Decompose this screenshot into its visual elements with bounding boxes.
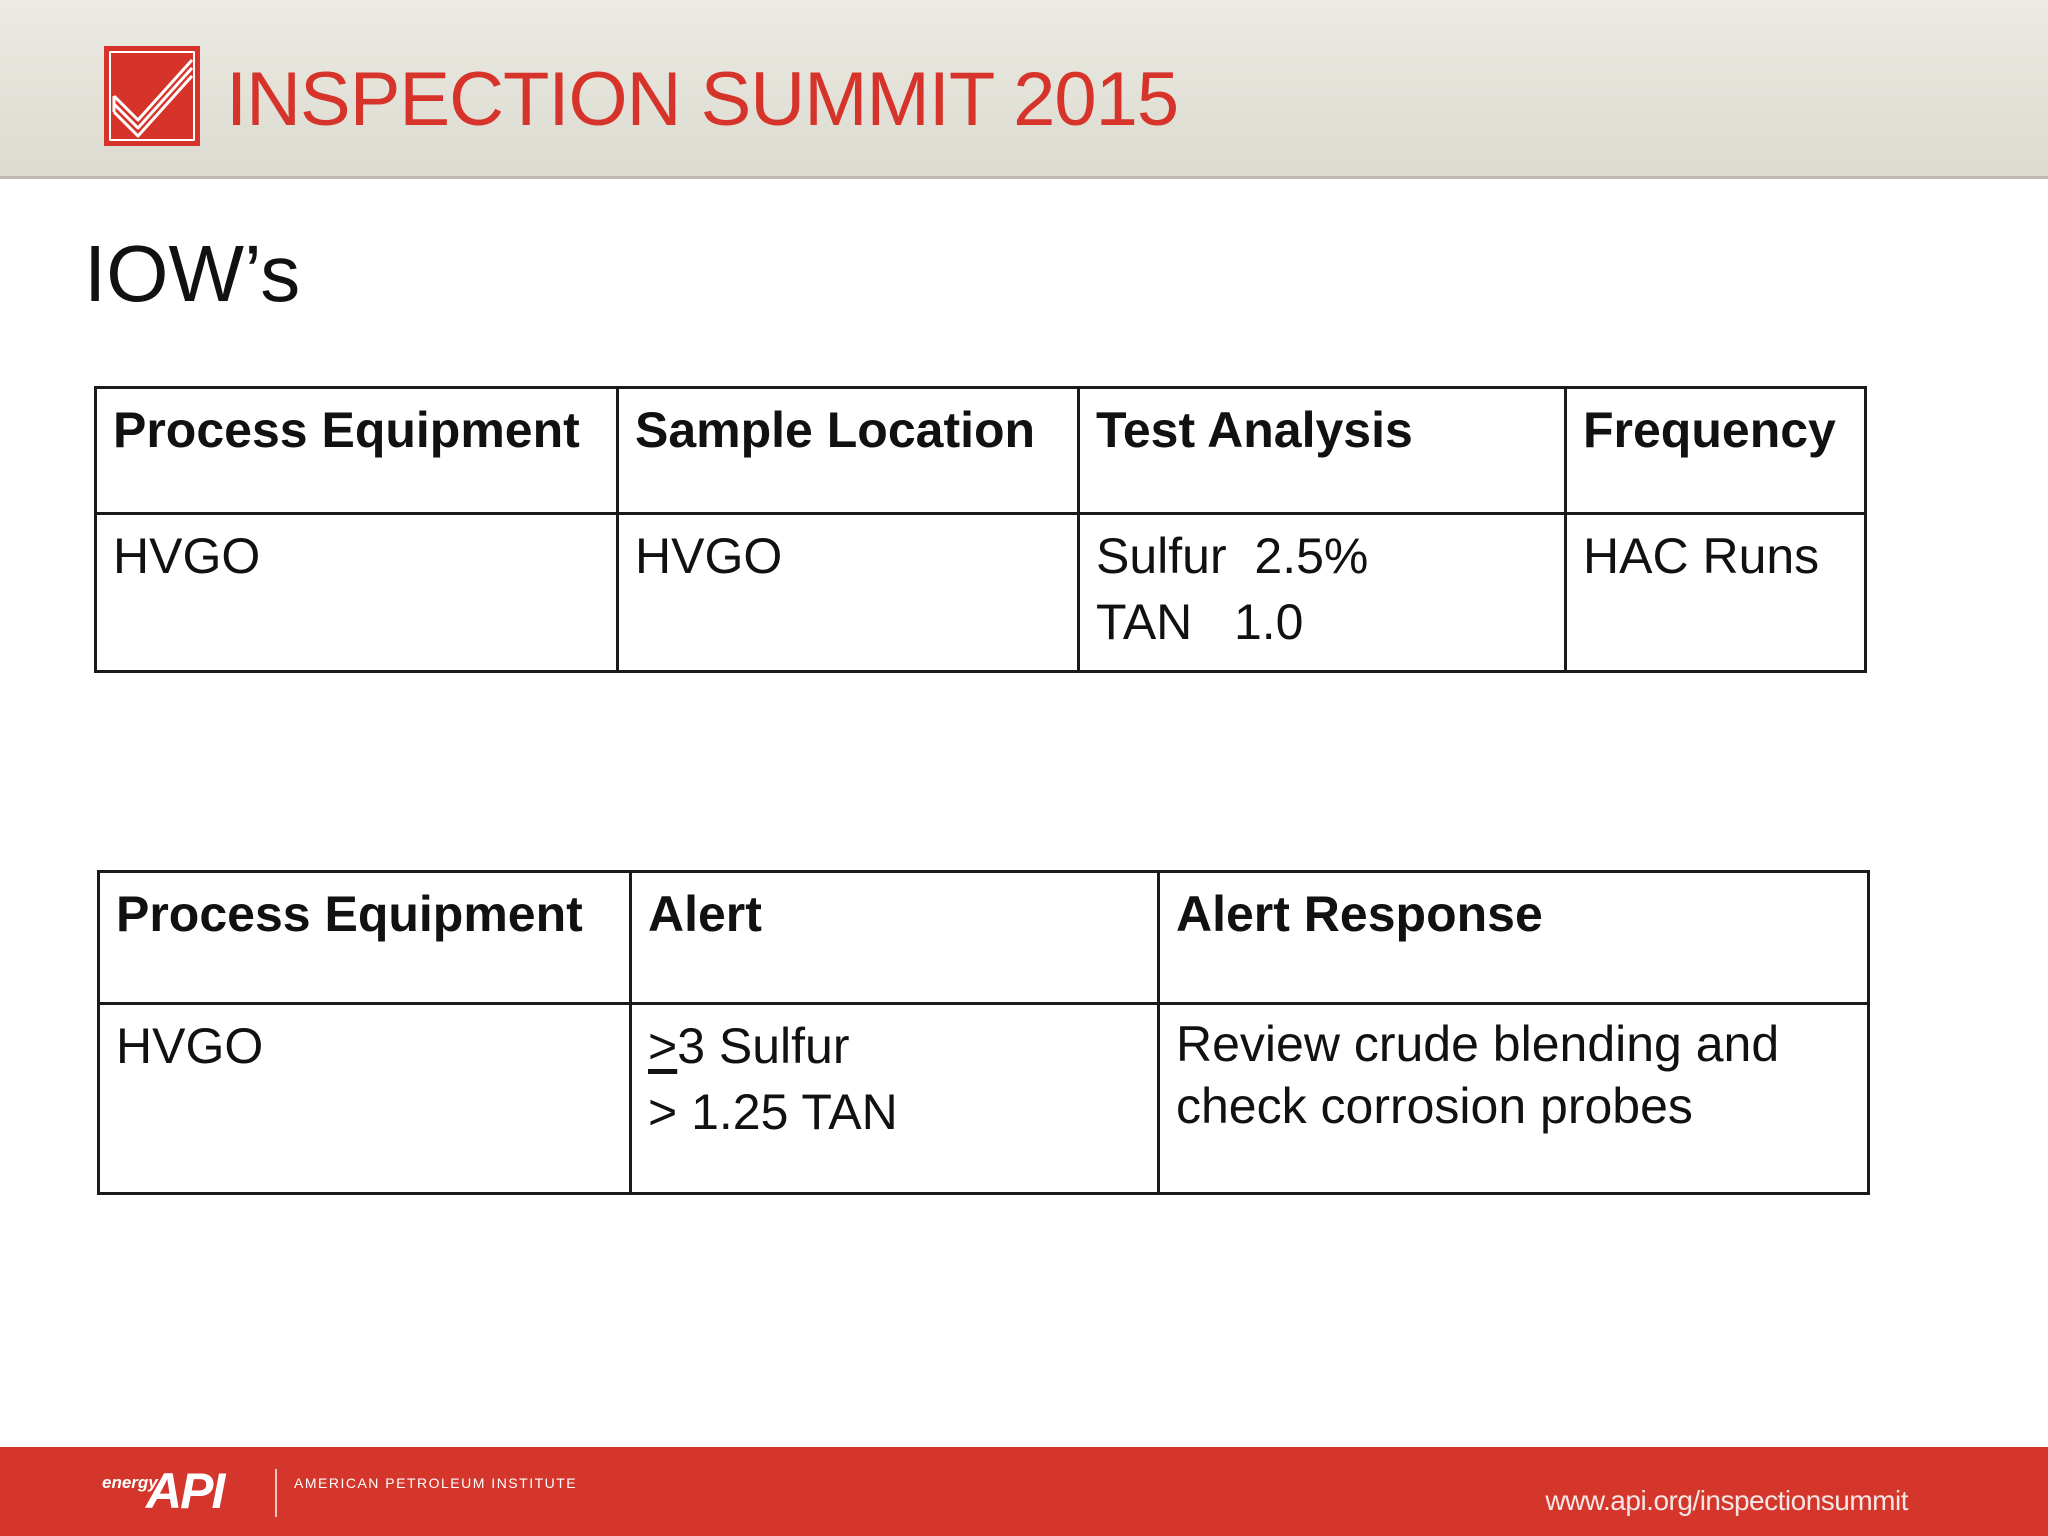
alert-response-cell bbox=[1159, 1004, 1869, 1194]
slide-header bbox=[0, 0, 2048, 179]
sampling-table bbox=[94, 386, 1867, 673]
api-logo: API bbox=[146, 1463, 224, 1519]
greater-equal-symbol: > bbox=[648, 1018, 678, 1074]
alert-sulfur-line bbox=[648, 1013, 1141, 1079]
column-header: Process Equipment bbox=[96, 388, 618, 514]
checkmark-logo-icon bbox=[104, 46, 200, 146]
table-header-row bbox=[96, 388, 1866, 514]
slide-footer bbox=[0, 1447, 2048, 1536]
table-row bbox=[96, 514, 1866, 672]
alert-table bbox=[97, 870, 1870, 1195]
frequency-cell: HAC Runs bbox=[1566, 514, 1866, 672]
alert-tan-line: > 1.25 TAN bbox=[648, 1084, 898, 1140]
column-header: Sample Location bbox=[618, 388, 1079, 514]
sample-location-cell: HVGO bbox=[618, 514, 1079, 672]
test-analysis-tan: TAN 1.0 bbox=[1096, 594, 1304, 650]
alert-response-line: Review crude blending and bbox=[1176, 1016, 1780, 1072]
alert-cell bbox=[631, 1004, 1159, 1194]
table-header-row bbox=[99, 872, 1869, 1004]
alert-response-line: check corrosion probes bbox=[1176, 1078, 1693, 1134]
footer-url: www.api.org/inspectionsummit bbox=[1545, 1485, 1908, 1516]
slide-title: IOW’s bbox=[84, 229, 301, 318]
column-header: Alert Response bbox=[1159, 872, 1869, 1004]
energy-label: energy bbox=[102, 1473, 158, 1492]
process-equipment-cell: HVGO bbox=[99, 1004, 631, 1194]
column-header: Frequency bbox=[1566, 388, 1866, 514]
alert-sulfur-text: 3 Sulfur bbox=[677, 1018, 850, 1074]
table-row bbox=[99, 1004, 1869, 1194]
column-header: Process Equipment bbox=[99, 872, 631, 1004]
footer-divider bbox=[275, 1469, 277, 1517]
process-equipment-cell: HVGO bbox=[96, 514, 618, 672]
test-analysis-cell bbox=[1079, 514, 1566, 672]
column-header: Test Analysis bbox=[1079, 388, 1566, 514]
test-analysis-sulfur: Sulfur 2.5% bbox=[1096, 528, 1369, 584]
column-header: Alert bbox=[631, 872, 1159, 1004]
organization-name: AMERICAN PETROLEUM INSTITUTE bbox=[294, 1475, 578, 1491]
header-title: INSPECTION SUMMIT 2015 bbox=[226, 57, 1179, 142]
